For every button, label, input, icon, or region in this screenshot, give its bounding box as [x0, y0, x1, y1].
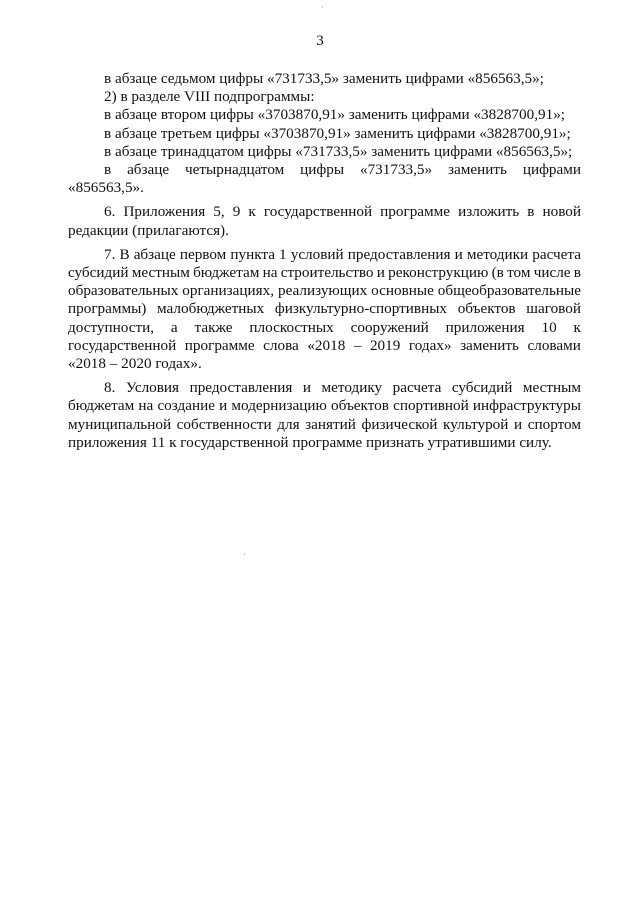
text-line: [68, 337, 581, 355]
word: Условия: [125, 379, 180, 397]
word: строительство: [280, 264, 374, 282]
word: основные: [371, 282, 434, 300]
word: условий: [290, 245, 344, 263]
word: для: [277, 415, 300, 433]
amendment-list: [68, 70, 581, 197]
paragraph-8: [68, 379, 581, 452]
word: 8.: [104, 379, 116, 397]
text-line: [68, 203, 581, 221]
word: сооружений: [350, 318, 429, 336]
word: пункта: [230, 245, 275, 263]
word: заменить: [460, 336, 519, 354]
word: организациях,: [182, 282, 275, 300]
text-line: [68, 379, 581, 397]
text-line: в абзаце седьмом цифры «731733,5» заменить цифрами «856563,5»;: [104, 70, 544, 87]
word: 10: [541, 318, 557, 336]
word: спортом: [527, 415, 581, 433]
word: годах»: [408, 336, 452, 354]
word: к: [248, 203, 256, 221]
text-line: в абзаце третьем цифры «3703870,91» заменить цифрами «3828700,91»;: [104, 124, 571, 142]
word: методику: [321, 379, 383, 397]
word: «731733,5»: [359, 161, 433, 179]
word: приложения: [445, 318, 525, 336]
word: и: [454, 245, 463, 263]
word: также: [194, 318, 233, 336]
word: создание: [157, 397, 215, 415]
word: местным: [131, 264, 190, 282]
word: на: [138, 397, 154, 415]
word: 9: [232, 203, 241, 221]
scan-artifact: [244, 553, 245, 555]
word: первом: [179, 245, 227, 263]
word: (в: [491, 264, 504, 282]
word: числе: [533, 264, 571, 282]
paragraph-6: [68, 203, 581, 239]
text-line: приложения 11 к государственной программе признать утратившими силу.: [68, 433, 552, 451]
word: реконструкцию: [388, 264, 489, 282]
text-line: [68, 300, 581, 318]
word: спортивной: [393, 397, 469, 415]
word: В: [119, 245, 130, 263]
word: шаговой: [526, 300, 581, 318]
word: расчета: [392, 379, 442, 397]
word: изложить: [458, 203, 520, 221]
word: 6.: [104, 203, 116, 221]
word: «2018: [307, 336, 346, 354]
text-line: [68, 264, 581, 282]
word: 7.: [104, 245, 116, 263]
word: программе: [184, 336, 255, 354]
word: 5,: [213, 203, 225, 221]
word: государственной: [263, 203, 373, 221]
word: в: [104, 161, 112, 179]
word: плоскостных: [249, 318, 334, 336]
word: бюджетам: [68, 397, 135, 415]
word: –: [353, 336, 362, 354]
word: абзаце: [133, 245, 176, 263]
word: новой: [542, 203, 581, 221]
word: слова: [263, 336, 299, 354]
text-line: 2) в разделе VIII подпрограммы:: [104, 88, 315, 106]
word: общеобразовательные: [437, 282, 581, 300]
document-body: [68, 70, 581, 452]
text-line: «2018 – 2020 годах».: [68, 355, 202, 373]
word: собственности: [176, 415, 272, 433]
text-line: [68, 416, 581, 434]
word: объектов: [331, 397, 389, 415]
word: 1: [279, 245, 287, 263]
word: в: [573, 264, 581, 282]
word: и: [302, 379, 312, 397]
word: субсидий: [68, 264, 129, 282]
text-line: [68, 282, 581, 300]
word: модернизацию: [231, 397, 327, 415]
word: образовательных: [68, 282, 179, 300]
text-line: [68, 246, 581, 264]
word: культурой: [443, 415, 509, 433]
word: расчета: [532, 245, 581, 263]
text-line: [68, 397, 581, 415]
word: предоставления: [347, 245, 451, 263]
word: методики: [466, 245, 529, 263]
word: занятий: [305, 415, 356, 433]
word: объектов: [457, 300, 516, 318]
word: физкультурно-спортивных: [274, 300, 448, 318]
word: в: [527, 203, 535, 221]
word: на: [262, 264, 278, 282]
word: предоставления: [189, 379, 293, 397]
word: цифрами: [522, 161, 581, 179]
word: программе: [380, 203, 450, 221]
word: Приложения: [123, 203, 206, 221]
word: и: [514, 415, 523, 433]
word: программы): [68, 300, 147, 318]
word: цифры: [300, 161, 345, 179]
text-line: [68, 319, 581, 337]
word: к: [573, 318, 581, 336]
word: малобюджетных: [157, 300, 265, 318]
text-line: «856563,5».: [68, 179, 144, 197]
word: том: [507, 264, 531, 282]
word: доступности,: [68, 318, 155, 336]
text-line: в абзаце втором цифры «3703870,91» заменить цифрами «3828700,91»;: [104, 106, 566, 124]
page-number: 3: [316, 33, 324, 49]
word: а: [170, 318, 178, 336]
text-line: [68, 161, 581, 179]
word: реализующих: [278, 282, 368, 300]
word: четырнадцатом: [185, 161, 285, 179]
word: абзаце: [127, 161, 170, 179]
word: словами: [527, 336, 581, 354]
word: бюджетам: [193, 264, 260, 282]
paragraph-7: [68, 246, 581, 373]
word: физической: [361, 415, 438, 433]
scan-artifact: [322, 6, 323, 8]
word: субсидий: [451, 379, 513, 397]
word: государственной: [68, 336, 177, 354]
word: муниципальной: [68, 415, 172, 433]
word: инфраструктуры: [472, 397, 581, 415]
text-line: в абзаце тринадцатом цифры «731733,5» заменить цифрами «856563,5»;: [104, 142, 573, 160]
word: заменить: [448, 161, 507, 179]
word: и: [219, 397, 228, 415]
word: и: [376, 264, 385, 282]
text-line: редакции (прилагаются).: [68, 221, 229, 239]
word: 2019: [369, 336, 401, 354]
word: местным: [522, 379, 581, 397]
